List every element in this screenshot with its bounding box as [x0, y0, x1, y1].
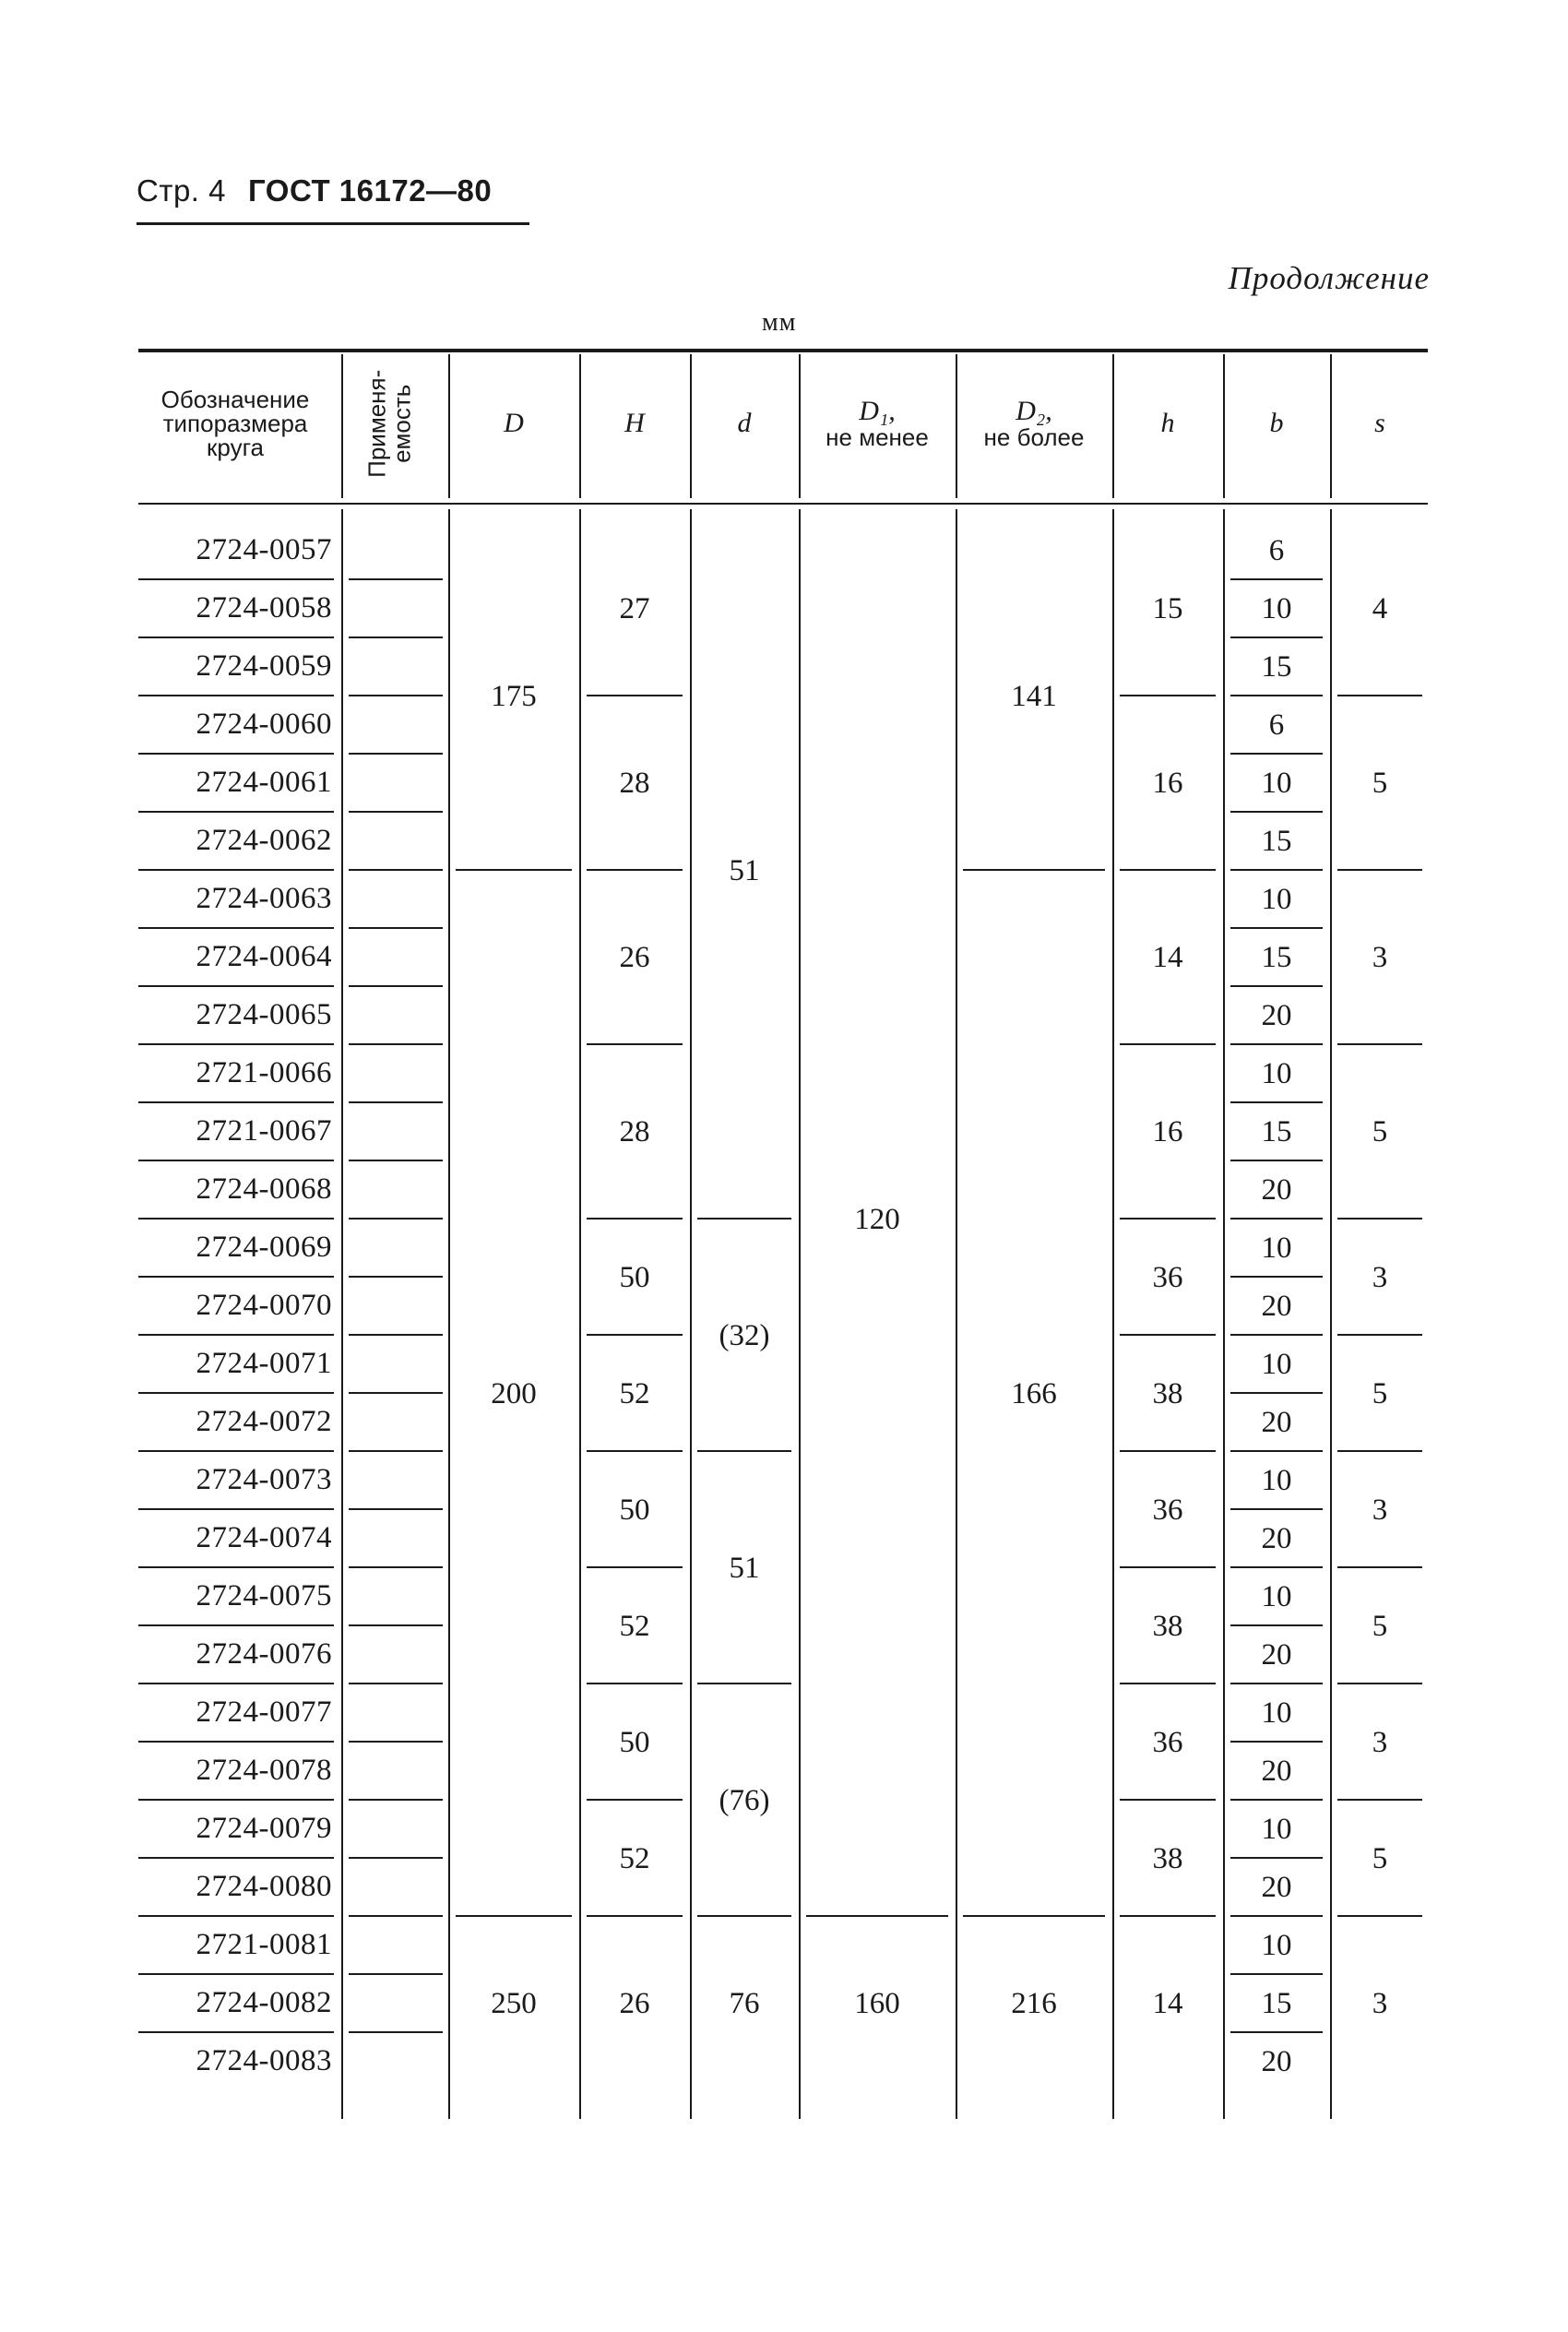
cell-s: 5	[1372, 1376, 1388, 1410]
cell-d: (32)	[719, 1318, 770, 1352]
cell-s: 3	[1372, 1725, 1388, 1759]
header-column-rule	[579, 354, 581, 498]
designation-cell: 2724-0079	[196, 1812, 332, 1845]
applicability-row-rule	[349, 578, 443, 580]
cell-D1: 160	[854, 1987, 900, 2020]
header-column-rule	[1112, 354, 1114, 498]
standard-number: ГОСТ 16172—80	[248, 173, 493, 208]
cell-H: 26	[619, 1987, 650, 2020]
cell-b: 10	[1261, 1580, 1292, 1613]
applicability-row-rule	[349, 1741, 443, 1743]
designation-cell: 2724-0072	[196, 1405, 332, 1438]
designation-cell: 2724-0078	[196, 1754, 332, 1787]
column-header-D2	[957, 354, 1111, 493]
applicability-row-rule	[349, 637, 443, 638]
cell-h: 38	[1152, 1376, 1183, 1410]
cell-b: 10	[1261, 1057, 1292, 1090]
cell-b: 20	[1261, 1406, 1292, 1439]
designation-cell: 2724-0064	[196, 940, 332, 973]
designation-row-rule	[138, 2031, 334, 2033]
cell-s: 3	[1372, 1987, 1388, 2020]
applicability-row-rule	[349, 1450, 443, 1452]
column-header-h	[1114, 354, 1221, 493]
column-header-D	[450, 354, 577, 493]
cell-d: 51	[729, 1551, 760, 1585]
cell-b: 15	[1261, 941, 1292, 974]
cell-b: 20	[1261, 1290, 1292, 1323]
designation-row-rule	[138, 1741, 334, 1743]
cell-D: 200	[491, 1376, 537, 1410]
D2-symbol: D₂,	[1016, 396, 1052, 426]
applicability-row-rule	[349, 1683, 443, 1684]
applicability-row-rule	[349, 927, 443, 929]
cell-H: 50	[619, 1493, 650, 1527]
s-symbol: s	[1374, 408, 1385, 438]
cell-s: 4	[1372, 592, 1388, 625]
cell-h: 38	[1152, 1841, 1183, 1875]
designation-row-rule	[138, 811, 334, 813]
cell-H: 28	[619, 767, 650, 800]
cell-s: 5	[1372, 767, 1388, 800]
H-symbol: H	[624, 408, 645, 438]
cell-s: 5	[1372, 1115, 1388, 1148]
applicability-line-2: емость	[388, 384, 417, 463]
applicability-row-rule	[349, 985, 443, 987]
D1-symbol: D₁,	[859, 396, 896, 426]
applicability-row-rule	[349, 1566, 443, 1568]
D2-note: не более	[983, 423, 1085, 451]
cell-d: 51	[729, 853, 760, 887]
cell-s: 3	[1372, 941, 1388, 974]
D-symbol: D	[504, 408, 524, 438]
applicability-row-rule	[349, 1043, 443, 1045]
cell-H: 50	[619, 1725, 650, 1759]
cell-b: 20	[1261, 1755, 1292, 1788]
header-column-rule	[341, 354, 343, 498]
designation-cell: 2721-0067	[196, 1114, 332, 1148]
cell-h: 38	[1152, 1609, 1183, 1643]
column-header-d	[692, 354, 797, 493]
cell-s: 3	[1372, 1493, 1388, 1527]
header-column-rule	[1330, 354, 1332, 498]
designation-cell: 2724-0068	[196, 1172, 332, 1206]
cell-b: 15	[1261, 1115, 1292, 1148]
designation-row-rule	[138, 1624, 334, 1626]
cell-b: 15	[1261, 825, 1292, 858]
applicability-row-rule	[349, 1101, 443, 1103]
applicability-row-rule	[349, 1973, 443, 1975]
cell-H: 26	[619, 941, 650, 974]
designation-cell: 2724-0058	[196, 591, 332, 625]
applicability-row-rule	[349, 753, 443, 755]
designation-row-rule	[138, 1450, 334, 1452]
designation-row-rule	[138, 1392, 334, 1394]
cell-H: 50	[619, 1260, 650, 1294]
cell-D2: 166	[1011, 1376, 1057, 1410]
designation-row-rule	[138, 1160, 334, 1161]
cell-b: 20	[1261, 2045, 1292, 2078]
cell-b: 6	[1268, 534, 1285, 567]
applicability-row-rule	[349, 1160, 443, 1161]
column-header-b	[1225, 354, 1328, 493]
designation-row-rule	[138, 1508, 334, 1510]
cell-D1: 120	[854, 1202, 900, 1236]
designation-line-1: Обозначение	[160, 386, 310, 413]
cell-b: 20	[1261, 1871, 1292, 1904]
cell-b: 10	[1261, 1231, 1292, 1265]
cell-d: (76)	[719, 1783, 770, 1817]
cell-D2: 216	[1011, 1987, 1057, 2020]
designation-row-rule	[138, 1973, 334, 1975]
applicability-row-rule	[349, 2031, 443, 2033]
cell-h: 16	[1152, 767, 1183, 800]
designation-row-rule	[138, 985, 334, 987]
cell-b: 10	[1261, 883, 1292, 916]
applicability-row-rule	[349, 1276, 443, 1278]
applicability-row-rule	[349, 1334, 443, 1336]
cell-b: 20	[1261, 1522, 1292, 1555]
page-header	[137, 173, 492, 208]
cell-h: 16	[1152, 1115, 1183, 1148]
designation-cell: 2724-0062	[196, 824, 332, 857]
cell-H: 28	[619, 1115, 650, 1148]
cell-b: 20	[1261, 999, 1292, 1032]
applicability-row-rule	[349, 811, 443, 813]
designation-cell: 2724-0063	[196, 882, 332, 915]
designation-cell: 2724-0070	[196, 1289, 332, 1322]
cell-b: 10	[1261, 1348, 1292, 1381]
designation-row-rule	[138, 637, 334, 638]
designation-row-rule	[138, 869, 334, 871]
designation-line-3: круга	[207, 434, 264, 461]
cell-D: 250	[491, 1987, 537, 2020]
cell-b: 10	[1261, 1464, 1292, 1497]
cell-h: 36	[1152, 1725, 1183, 1759]
designation-row-rule	[138, 578, 334, 580]
cell-h: 14	[1152, 1987, 1183, 2020]
designation-row-rule	[138, 1276, 334, 1278]
cell-b: 10	[1261, 1696, 1292, 1730]
applicability-row-rule	[349, 1508, 443, 1510]
applicability-row-rule	[349, 869, 443, 871]
designation-row-rule	[138, 695, 334, 696]
designation-cell: 2724-0083	[196, 2044, 332, 2077]
designation-cell: 2724-0082	[196, 1986, 332, 2019]
header-column-rule	[1223, 354, 1225, 498]
applicability-row-rule	[349, 1218, 443, 1220]
cell-d: 76	[729, 1987, 760, 2020]
column-header-H	[581, 354, 688, 493]
cell-H: 52	[619, 1609, 650, 1643]
D1-note: не менее	[826, 423, 929, 451]
designation-cell: 2724-0076	[196, 1637, 332, 1671]
cell-b: 20	[1261, 1173, 1292, 1207]
cell-b: 10	[1261, 1929, 1292, 1962]
designation-cell: 2724-0080	[196, 1870, 332, 1903]
b-symbol: b	[1269, 408, 1284, 438]
continuation-label: Продолжение	[1228, 260, 1430, 296]
cell-b: 15	[1261, 1987, 1292, 2020]
cell-h: 36	[1152, 1493, 1183, 1527]
cell-b: 15	[1261, 650, 1292, 684]
designation-cell: 2724-0061	[196, 766, 332, 799]
applicability-row-rule	[349, 1392, 443, 1394]
cell-s: 5	[1372, 1609, 1388, 1643]
designation-line-2: типоразмера	[162, 410, 308, 437]
header-column-rule	[690, 354, 692, 498]
applicability-row-rule	[349, 1799, 443, 1801]
cell-D: 175	[491, 679, 537, 713]
cell-D2: 141	[1011, 679, 1057, 713]
applicability-line-1: Применя-	[362, 369, 391, 478]
designation-row-rule	[138, 1043, 334, 1045]
applicability-row-rule	[349, 1915, 443, 1917]
cell-H: 52	[619, 1376, 650, 1410]
designation-row-rule	[138, 753, 334, 755]
units-label: мм	[762, 308, 797, 337]
h-symbol: h	[1160, 408, 1175, 438]
designation-row-rule	[138, 927, 334, 929]
applicability-row-rule	[349, 1624, 443, 1626]
cell-b: 6	[1268, 708, 1285, 742]
designation-row-rule	[138, 1915, 334, 1917]
designation-cell: 2724-0075	[196, 1579, 332, 1612]
column-header-applicability	[339, 354, 441, 493]
cell-h: 36	[1152, 1260, 1183, 1294]
cell-H: 27	[619, 592, 650, 625]
designation-cell: 2721-0066	[196, 1056, 332, 1089]
designation-row-rule	[138, 1334, 334, 1336]
column-header-s	[1332, 354, 1428, 493]
designation-cell: 2724-0069	[196, 1231, 332, 1264]
cell-H: 52	[619, 1841, 650, 1875]
designation-row-rule	[138, 1218, 334, 1220]
column-header-D1	[801, 354, 954, 493]
designation-row-rule	[138, 1101, 334, 1103]
designation-cell: 2724-0065	[196, 998, 332, 1031]
designation-cell: 2724-0073	[196, 1463, 332, 1496]
d-symbol: d	[737, 408, 752, 438]
cell-h: 14	[1152, 941, 1183, 974]
cell-s: 3	[1372, 1260, 1388, 1294]
designation-row-rule	[138, 1799, 334, 1801]
designation-cell: 2724-0074	[196, 1521, 332, 1554]
cell-b: 20	[1261, 1638, 1292, 1672]
cell-s: 5	[1372, 1841, 1388, 1875]
applicability-row-rule	[349, 1857, 443, 1859]
designation-row-rule	[138, 1857, 334, 1859]
applicability-row-rule	[349, 695, 443, 696]
page-number: Стр. 4	[137, 173, 226, 208]
table-header-rule	[138, 503, 1428, 505]
header-rule	[137, 222, 529, 225]
designation-cell: 2724-0057	[196, 533, 332, 566]
designation-cell: 2724-0059	[196, 649, 332, 683]
designation-cell: 2724-0077	[196, 1695, 332, 1729]
cell-b: 10	[1261, 767, 1292, 800]
body-column-rule	[341, 509, 343, 2119]
designation-cell: 2724-0060	[196, 708, 332, 741]
header-column-rule	[448, 354, 450, 498]
cell-b: 10	[1261, 592, 1292, 625]
column-header-designation	[138, 354, 332, 493]
cell-b: 10	[1261, 1813, 1292, 1846]
designation-row-rule	[138, 1683, 334, 1684]
designation-row-rule	[138, 1566, 334, 1568]
cell-h: 15	[1152, 592, 1183, 625]
header-column-rule	[799, 354, 801, 498]
header-column-rule	[956, 354, 957, 498]
designation-cell: 2724-0071	[196, 1347, 332, 1380]
table-top-rule	[138, 349, 1428, 352]
designation-cell: 2721-0081	[196, 1928, 332, 1961]
